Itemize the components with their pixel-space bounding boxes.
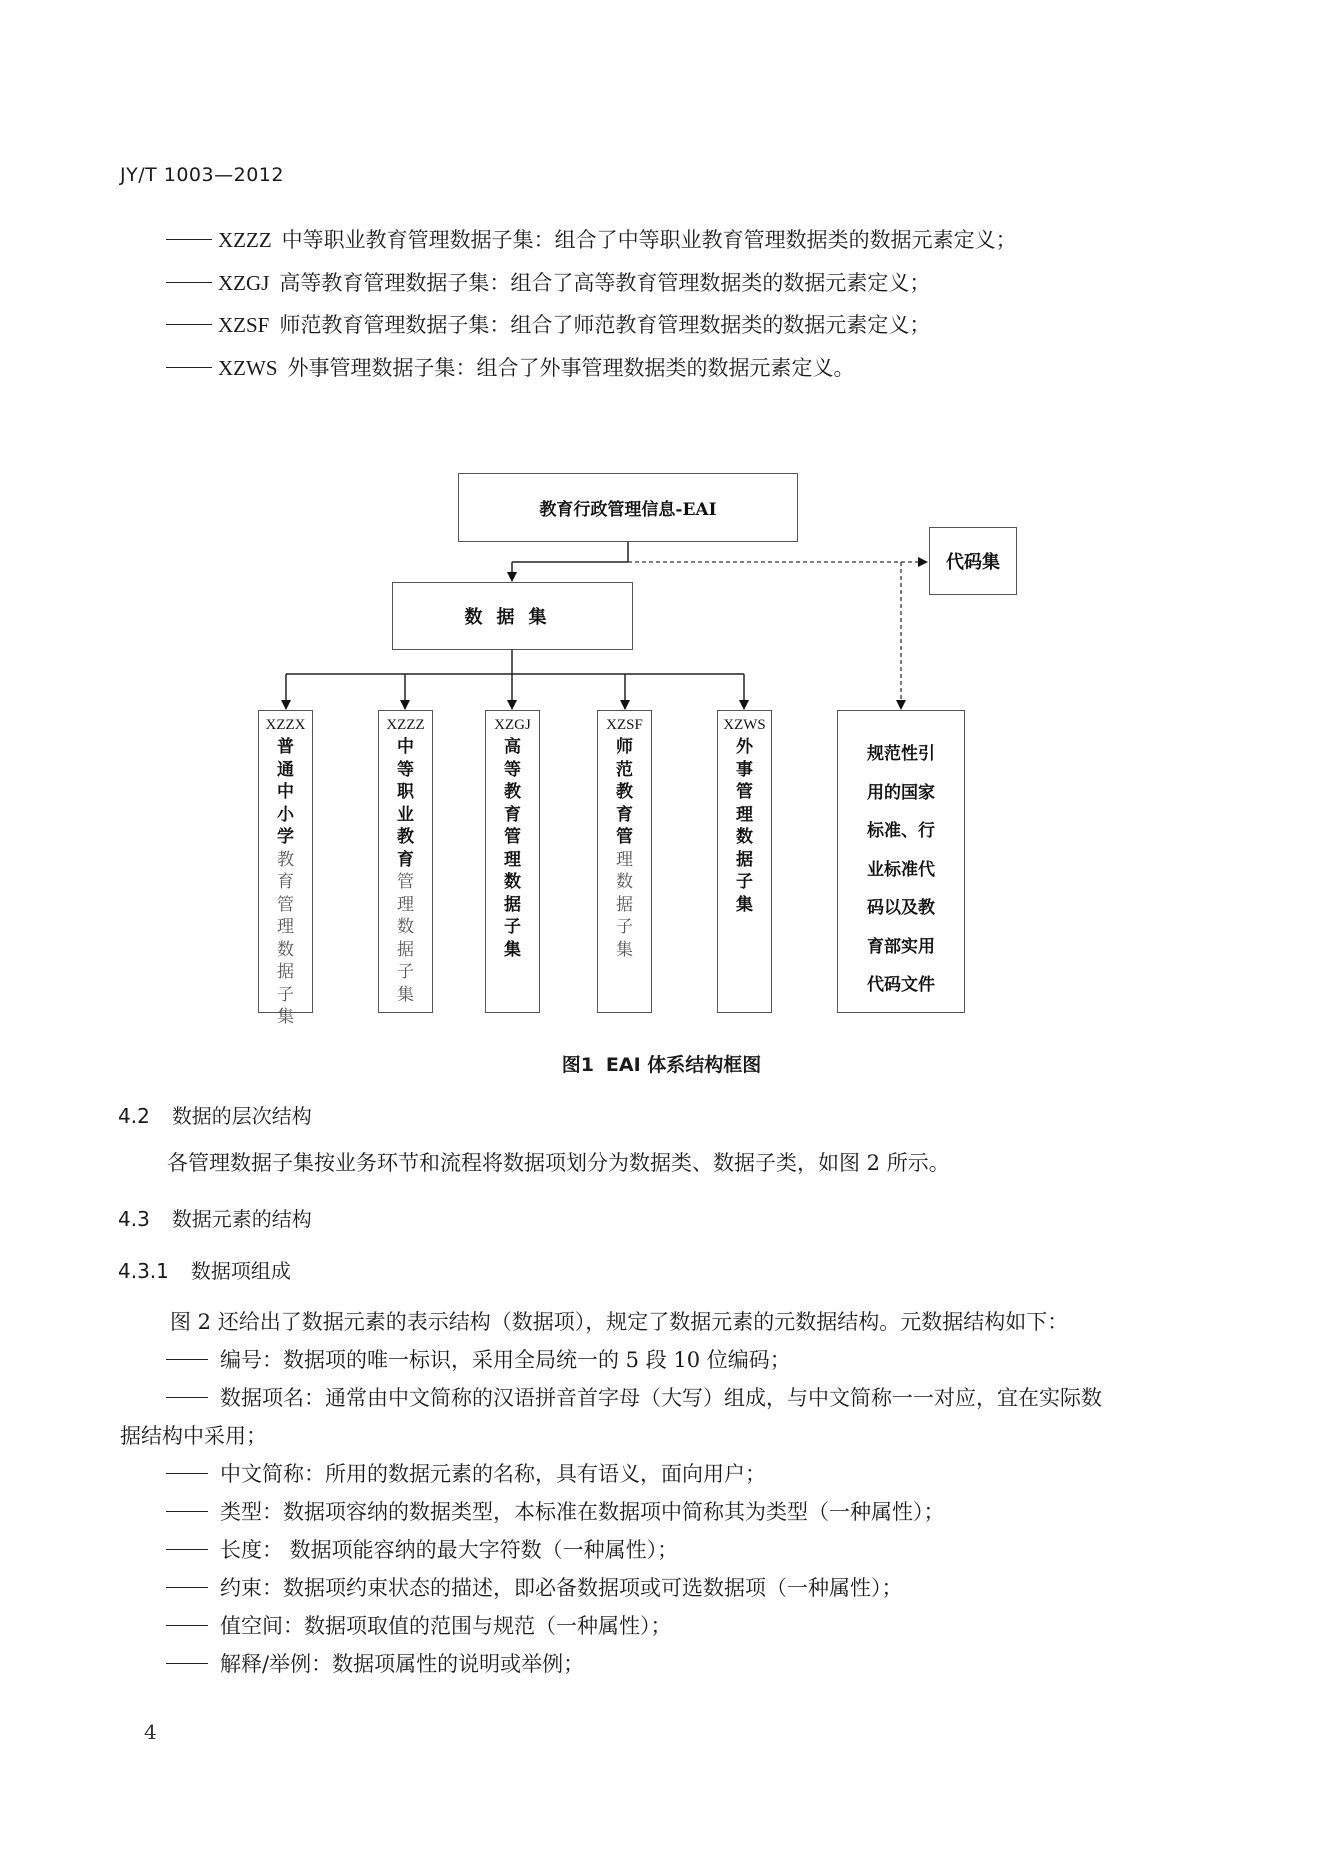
child-node-char: 数 — [504, 872, 521, 892]
child-node-char: 学 — [277, 827, 294, 847]
intro-bullet — [166, 312, 930, 338]
section-heading-4-2 — [118, 1100, 312, 1129]
bullet-code: XZGJ — [218, 271, 270, 295]
references-line: 育部实用 — [867, 936, 935, 957]
paragraph: 图 2 还给出了数据元素的表示结构（数据项），规定了数据元素的元数据结构。元数据结构如下： — [170, 1310, 1069, 1334]
codeset-node-label: 代码集 — [946, 552, 1000, 573]
references-line: 用的国家 — [867, 782, 935, 803]
child-node-code: XZWS — [723, 717, 766, 733]
child-node-char: 理 — [277, 917, 294, 937]
child-node-char: 理 — [616, 849, 633, 870]
child-node-code: XZZZ — [386, 717, 425, 733]
child-node-char: 理 — [736, 804, 753, 825]
child-node-char: 育 — [504, 804, 521, 825]
child-node-char: 集 — [736, 894, 753, 915]
em-dash — [166, 324, 212, 325]
list-item — [166, 1613, 672, 1639]
em-dash — [166, 282, 212, 283]
child-node-char: 普 — [277, 737, 294, 757]
figure-caption — [0, 1050, 1323, 1077]
child-node-char: 数 — [397, 917, 414, 937]
child-node-char: 管 — [277, 894, 294, 915]
child-node-xzzz — [378, 710, 433, 1013]
section-heading-4-3 — [118, 1203, 312, 1232]
child-node-char: 教 — [397, 827, 414, 847]
child-node-char: 数 — [277, 939, 294, 960]
child-node-char: 育 — [397, 849, 414, 870]
bullet-text: 中等职业教育管理数据子集：组合了中等职业教育管理数据类的数据元素定义； — [281, 228, 1017, 252]
child-node-char: 等 — [504, 759, 521, 780]
child-node-char: 管 — [616, 827, 633, 847]
child-node-char: 子 — [397, 962, 414, 982]
list-item-text: 解释/举例：数据项属性的说明或举例； — [220, 1652, 585, 1676]
page-number: 4 — [144, 1720, 157, 1744]
root-node-label: 教育行政管理信息-EAI — [539, 500, 717, 520]
child-node-char: 集 — [397, 984, 414, 1005]
list-item-continuation: 据结构中采用； — [120, 1424, 267, 1448]
child-node-code: XZGJ — [494, 717, 531, 733]
child-node-char: 据 — [616, 894, 633, 915]
child-node-char: 管 — [504, 827, 521, 847]
child-node-char: 数 — [616, 872, 633, 892]
list-item-text: 编号：数据项的唯一标识，采用全局统一的 5 段 10 位编码； — [220, 1348, 791, 1372]
child-node-char: 子 — [277, 984, 294, 1005]
paragraph: 各管理数据子集按业务环节和流程将数据项划分为数据类、数据子类，如图 2 所示。 — [167, 1151, 950, 1175]
child-node-char: 据 — [277, 962, 294, 982]
child-node-char: 育 — [277, 872, 294, 892]
child-node-char: 业 — [397, 804, 414, 825]
child-node-char: 小 — [277, 804, 294, 825]
child-node-char: 据 — [397, 939, 414, 960]
intro-bullet — [166, 270, 930, 296]
em-dash — [166, 1511, 208, 1512]
child-node-char: 管 — [736, 782, 753, 802]
list-item-text: 类型：数据项容纳的数据类型，本标准在数据项中简称其为类型（一种属性）； — [220, 1500, 945, 1524]
list-item — [166, 1385, 1102, 1411]
section-title: 数据项组成 — [190, 1259, 291, 1283]
bullet-code: XZZZ — [218, 228, 272, 252]
section-number: 4.3.1 — [118, 1259, 169, 1283]
child-node-char: 中 — [277, 782, 294, 802]
child-node-char: 管 — [397, 872, 414, 892]
child-node-xzsf — [597, 710, 652, 1013]
section-number: 4.2 — [118, 1104, 150, 1128]
child-node-char: 教 — [277, 849, 294, 870]
references-line: 码以及教 — [867, 898, 935, 918]
child-node-char: 理 — [397, 894, 414, 915]
child-node-char: 育 — [616, 804, 633, 825]
child-node-char: 数 — [736, 827, 753, 847]
references-line: 业标准代 — [867, 859, 935, 880]
list-item-text: 约束：数据项约束状态的描述，即必备数据项或可选数据项（一种属性）； — [220, 1576, 903, 1600]
figure-number: 图1 — [561, 1054, 594, 1076]
child-node-char: 集 — [504, 939, 521, 960]
child-node-xzzx — [258, 710, 313, 1027]
child-node-char: 范 — [616, 759, 633, 780]
em-dash — [166, 1663, 208, 1664]
em-dash — [166, 367, 212, 368]
references-line: 代码文件 — [867, 975, 935, 995]
child-node-code: XZZX — [265, 717, 306, 733]
em-dash — [166, 1473, 208, 1474]
references-line: 规范性引 — [867, 744, 935, 764]
bullet-text: 师范教育管理数据子集：组合了师范教育管理数据类的数据元素定义； — [279, 313, 931, 337]
references-node — [837, 710, 965, 1013]
list-item — [166, 1499, 945, 1525]
list-item — [166, 1575, 903, 1601]
figure-title: EAI 体系结构框图 — [605, 1054, 762, 1076]
section-number: 4.3 — [118, 1207, 150, 1231]
child-node-code: XZSF — [606, 717, 643, 733]
child-node-char: 子 — [736, 872, 753, 892]
em-dash — [166, 1397, 208, 1398]
list-item-text: 数据项名：通常由中文简称的汉语拼音首字母（大写）组成，与中文简称一一对应，宜在实际数 — [220, 1386, 1102, 1410]
list-item — [166, 1461, 766, 1487]
list-item — [166, 1651, 584, 1677]
dataset-node-label: 数据集 — [464, 607, 561, 628]
child-node-char: 中 — [397, 737, 414, 757]
dataset-node — [392, 582, 633, 650]
bullet-text: 高等教育管理数据子集：组合了高等教育管理数据类的数据元素定义； — [279, 271, 931, 295]
list-item-text: 值空间：数据项取值的范围与规范（一种属性）； — [220, 1614, 672, 1638]
child-node-char: 等 — [397, 759, 414, 780]
bullet-code: XZWS — [218, 356, 278, 380]
list-item — [166, 1537, 678, 1563]
root-node — [458, 473, 798, 542]
child-node-char: 子 — [616, 917, 633, 937]
em-dash — [166, 1587, 208, 1588]
child-node-char: 集 — [616, 939, 633, 960]
child-node-char: 外 — [736, 737, 753, 757]
section-title: 数据的层次结构 — [171, 1104, 312, 1128]
child-node-char: 教 — [616, 782, 633, 802]
child-node-char: 理 — [504, 849, 521, 870]
section-title: 数据元素的结构 — [171, 1207, 312, 1231]
child-node-char: 据 — [504, 894, 521, 915]
intro-bullet — [166, 355, 855, 381]
child-node-char: 高 — [504, 737, 521, 757]
bullet-code: XZSF — [218, 313, 270, 337]
child-node-char: 据 — [736, 849, 753, 870]
em-dash — [166, 1625, 208, 1626]
list-item-text: 中文简称：所用的数据元素的名称，具有语义，面向用户； — [220, 1462, 766, 1486]
em-dash — [166, 1549, 208, 1550]
child-node-char: 师 — [616, 737, 633, 757]
bullet-text: 外事管理数据子集：组合了外事管理数据类的数据元素定义。 — [287, 356, 855, 380]
document-number: JY/T 1003—2012 — [120, 164, 284, 186]
child-node-char: 事 — [736, 759, 753, 780]
child-node-char: 集 — [277, 1007, 294, 1027]
child-node-char: 教 — [504, 782, 521, 802]
list-item — [166, 1347, 791, 1373]
references-line: 标准、行 — [867, 821, 935, 841]
intro-bullet — [166, 227, 1017, 253]
section-heading-4-3-1 — [118, 1255, 291, 1284]
em-dash — [166, 239, 212, 240]
codeset-node — [929, 527, 1017, 595]
child-node-char: 职 — [397, 782, 414, 802]
child-node-xzws — [717, 710, 772, 1013]
child-node-char: 通 — [277, 759, 294, 780]
em-dash — [166, 1359, 208, 1360]
child-node-char: 子 — [504, 917, 521, 937]
child-node-xzgj — [485, 710, 540, 1013]
list-item-text: 长度： 数据项能容纳的最大字符数（一种属性）； — [220, 1538, 679, 1562]
